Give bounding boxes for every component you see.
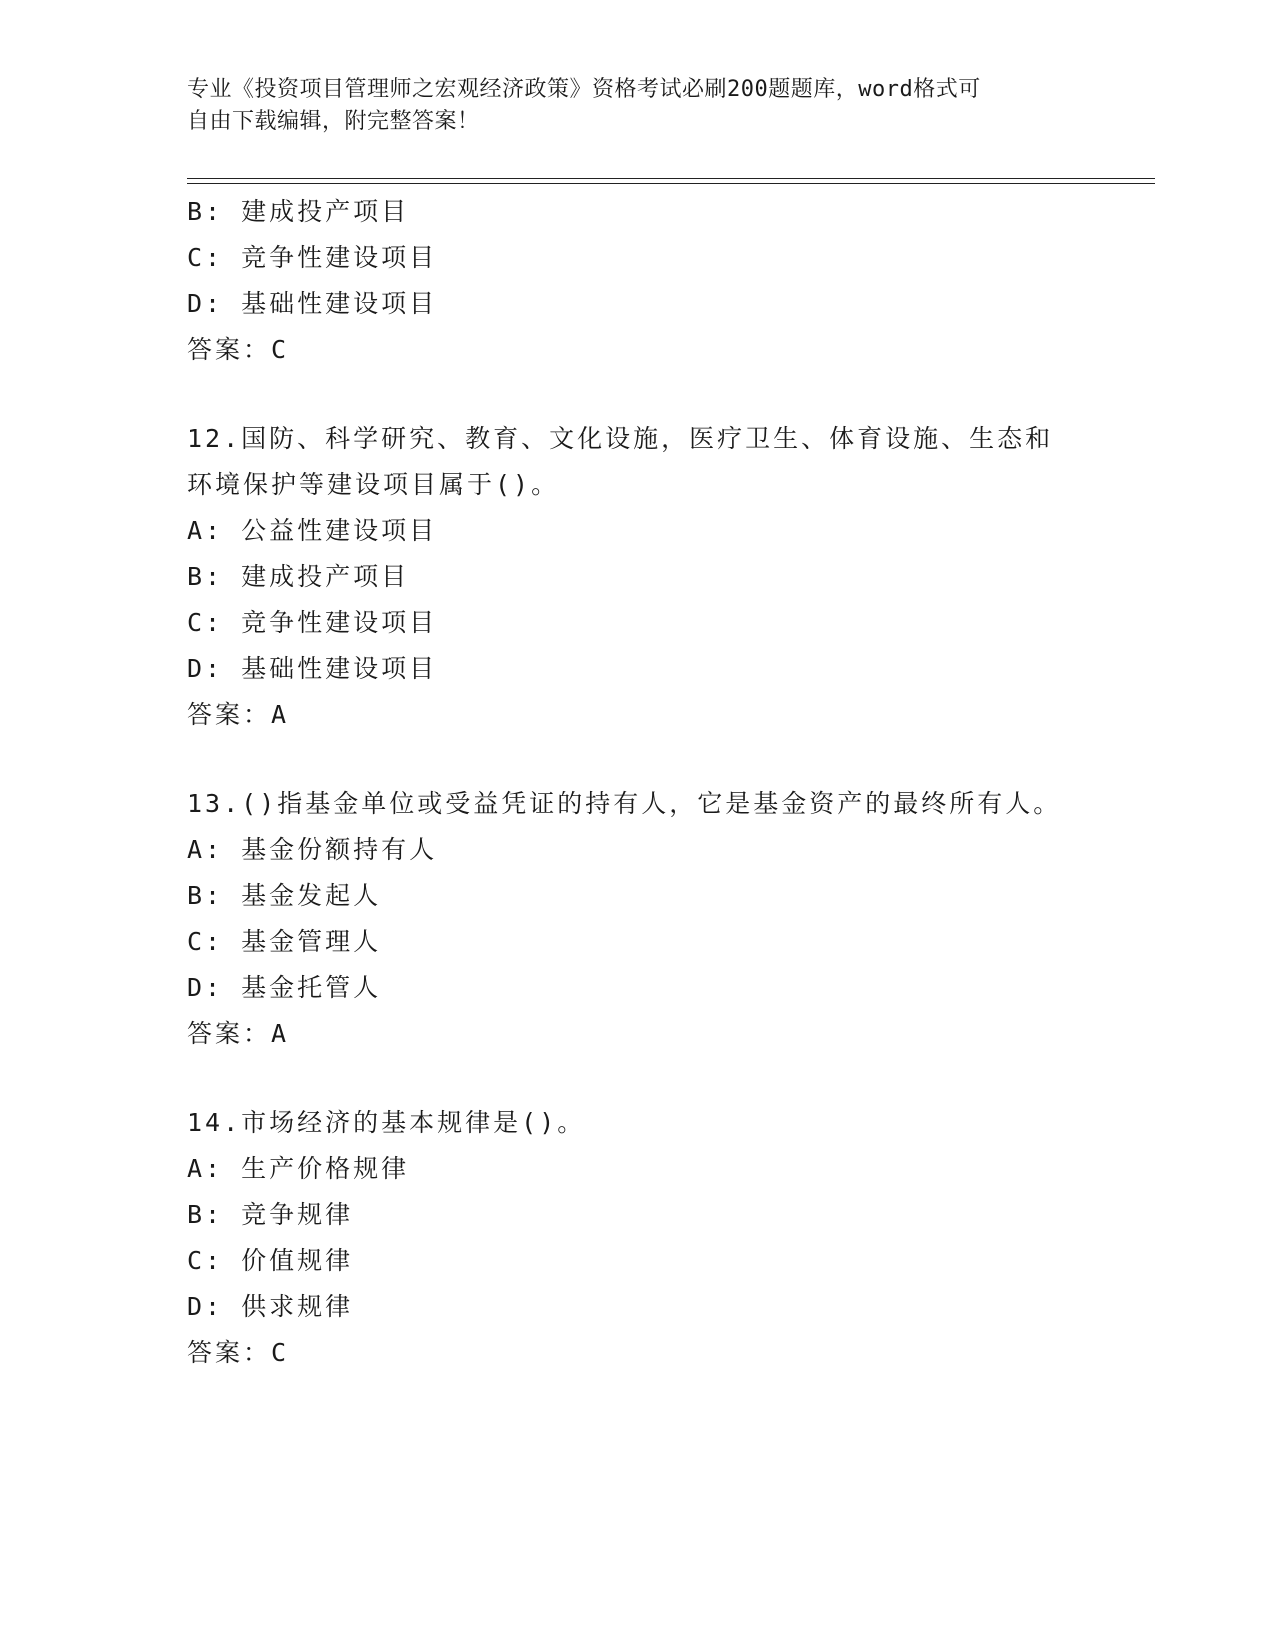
option-c	[187, 919, 1087, 965]
option-label: D:	[187, 654, 224, 683]
question-list	[187, 189, 1087, 1419]
document-header	[187, 74, 1067, 138]
option-text: 基金份额持有人	[241, 835, 438, 864]
option-text: 供求规律	[241, 1292, 354, 1321]
option-text: 建成投产项目	[241, 562, 410, 591]
answer: 答案：A	[187, 1019, 290, 1048]
option-c	[187, 235, 1087, 281]
option-label: D:	[187, 1292, 224, 1321]
option-d	[187, 965, 1087, 1011]
question-12	[187, 416, 1087, 738]
question-stem-line-2: 环境保护等建设项目属于()。	[187, 470, 560, 499]
option-text: 基金管理人	[241, 927, 382, 956]
option-d	[187, 1284, 1087, 1330]
answer: 答案：A	[187, 700, 290, 729]
header-line-1: 专业《投资项目管理师之宏观经济政策》资格考试必刷200题题库，word格式可	[187, 77, 981, 102]
question-11-continuation	[187, 189, 1087, 373]
question-stem-line-1: 12.国防、科学研究、教育、文化设施，医疗卫生、体育设施、生态和	[187, 424, 1054, 453]
option-label: C:	[187, 243, 224, 272]
option-label: D:	[187, 973, 224, 1002]
option-b	[187, 554, 1087, 600]
header-rule-bottom	[187, 183, 1155, 184]
option-label: A:	[187, 835, 224, 864]
option-c	[187, 600, 1087, 646]
option-label: D:	[187, 289, 224, 318]
option-b	[187, 1192, 1087, 1238]
option-text: 基金托管人	[241, 973, 382, 1002]
question-stem-line-1: 13.()指基金单位或受益凭证的持有人，它是基金资产的最终所有人。	[187, 789, 1062, 818]
option-text: 公益性建设项目	[241, 516, 438, 545]
question-13	[187, 781, 1087, 1057]
option-a	[187, 1146, 1087, 1192]
option-label: C:	[187, 927, 224, 956]
option-text: 竞争性建设项目	[241, 608, 438, 637]
option-label: B:	[187, 1200, 224, 1229]
option-text: 基金发起人	[241, 881, 382, 910]
option-label: C:	[187, 1246, 224, 1275]
option-text: 基础性建设项目	[241, 289, 438, 318]
option-label: B:	[187, 197, 224, 226]
option-label: C:	[187, 608, 224, 637]
option-text: 建成投产项目	[241, 197, 410, 226]
option-text: 价值规律	[241, 1246, 354, 1275]
option-a	[187, 827, 1087, 873]
option-b	[187, 873, 1087, 919]
option-label: A:	[187, 516, 224, 545]
option-d	[187, 281, 1087, 327]
option-text: 基础性建设项目	[241, 654, 438, 683]
option-text: 生产价格规律	[241, 1154, 410, 1183]
question-stem-line-1: 14.市场经济的基本规律是()。	[187, 1108, 586, 1137]
question-14	[187, 1100, 1087, 1376]
header-line-2: 自由下载编辑，附完整答案！	[187, 109, 480, 134]
option-label: A:	[187, 1154, 224, 1183]
option-text: 竞争性建设项目	[241, 243, 438, 272]
option-a	[187, 508, 1087, 554]
answer: 答案：C	[187, 335, 290, 364]
option-d	[187, 646, 1087, 692]
option-c	[187, 1238, 1087, 1284]
option-label: B:	[187, 562, 224, 591]
option-label: B:	[187, 881, 224, 910]
option-text: 竞争规律	[241, 1200, 354, 1229]
header-rule-top	[187, 178, 1155, 179]
option-b	[187, 189, 1087, 235]
answer: 答案：C	[187, 1338, 290, 1367]
